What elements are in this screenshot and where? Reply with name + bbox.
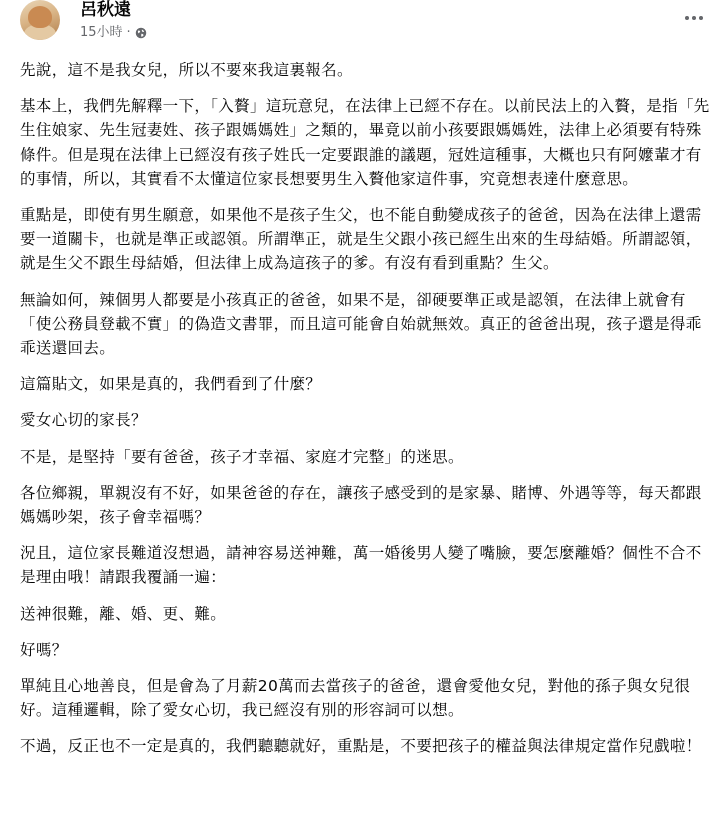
post-timestamp[interactable]: 15小時 — [80, 25, 123, 40]
post-meta — [80, 25, 147, 41]
avatar-face-shape — [28, 6, 52, 28]
post-paragraph: 先說，這不是我女兒，所以不要來我這裏報名。 — [20, 61, 353, 79]
post-paragraph: 各位鄉親，單親沒有不好，如果爸爸的存在，讓孩子感受到的是家暴、賭博、外遇等等，每天都跟媽媽吵架，孩子會幸福嗎？ — [20, 483, 702, 527]
meta-separator: · — [126, 25, 131, 40]
more-options-button[interactable] — [676, 0, 712, 36]
post-paragraph: 重點是，即使有男生願意，如果他不是孩子生父，也不能自動變成孩子的爸爸，因為在法律上還需要一道關卡，也就是準正或認領。所謂準正，就是生父跟小孩已經生出來的生母結婚。所謂認領，就是生父不跟生母結婚，但法律上成為這孩子的爹。有沒有看到重點？生父。 — [20, 206, 702, 273]
post-paragraph: 送神很難，離、婚、更、難。 — [20, 604, 227, 623]
avatar[interactable] — [20, 0, 60, 40]
more-horizontal-icon — [685, 16, 689, 20]
post-paragraph: 愛女心切的家長？ — [20, 411, 147, 430]
post-paragraph: 不是，是堅持「要有爸爸，孩子才幸福、家庭才完整」的迷思。 — [20, 447, 464, 466]
more-horizontal-icon-dot — [699, 16, 703, 20]
post-paragraph: 不過，反正也不一定是真的，我們聽聽就好，重點是，不要把孩子的權益與法律規定當作兒戲啦！ — [20, 737, 702, 756]
author-name[interactable]: 呂秋遠 — [80, 0, 131, 20]
post-paragraph: 無論如何，辣個男人都要是小孩真正的爸爸，如果不是，卻硬要準正或是認領，在法律上就會有「使公務員登載不實」的偽造文書罪，而且這可能會自始就無效。真正的爸爸出現，孩子還是得乖乖送還回去。 — [20, 290, 702, 358]
post-paragraph: 況且，這位家長難道沒想過，請神容易送神難，萬一婚後男人變了嘴臉，要怎麼離婚？個性不合不是理由哦！請跟我覆誦一遍： — [20, 544, 702, 587]
post-paragraph: 基本上，我們先解釋一下，「入贅」這玩意兒，在法律上已經不存在。以前民法上的入贅，是指「先生住娘家、先生冠妻姓、孩子跟媽媽姓」之類的，畢竟以前小孩要跟媽媽姓，法律上必須要有特殊條件。但是現在法律上已經沒有孩子姓氏一定要跟誰的議題，冠姓這種事，大概也只有阿嬤輩才有的事情，所以，其實看不太懂這位家長想要男生入贅他家這件事，究竟想表達什麼意思。 — [20, 97, 710, 188]
post-paragraph: 單純且心地善良，但是會為了月薪20萬而去當孩子的爸爸，還會愛他女兒，對他的孫子與女兒很好。這種邏輯，除了愛女心切，我已經沒有別的形容詞可以想。 — [20, 677, 691, 720]
more-horizontal-icon-dot — [692, 16, 696, 20]
post-body — [20, 58, 714, 771]
globe-icon[interactable] — [135, 27, 147, 39]
post-paragraph: 這篇貼文，如果是真的，我們看到了什麼？ — [20, 375, 322, 394]
post-paragraph: 好嗎？ — [20, 640, 68, 659]
post-header — [20, 0, 710, 50]
